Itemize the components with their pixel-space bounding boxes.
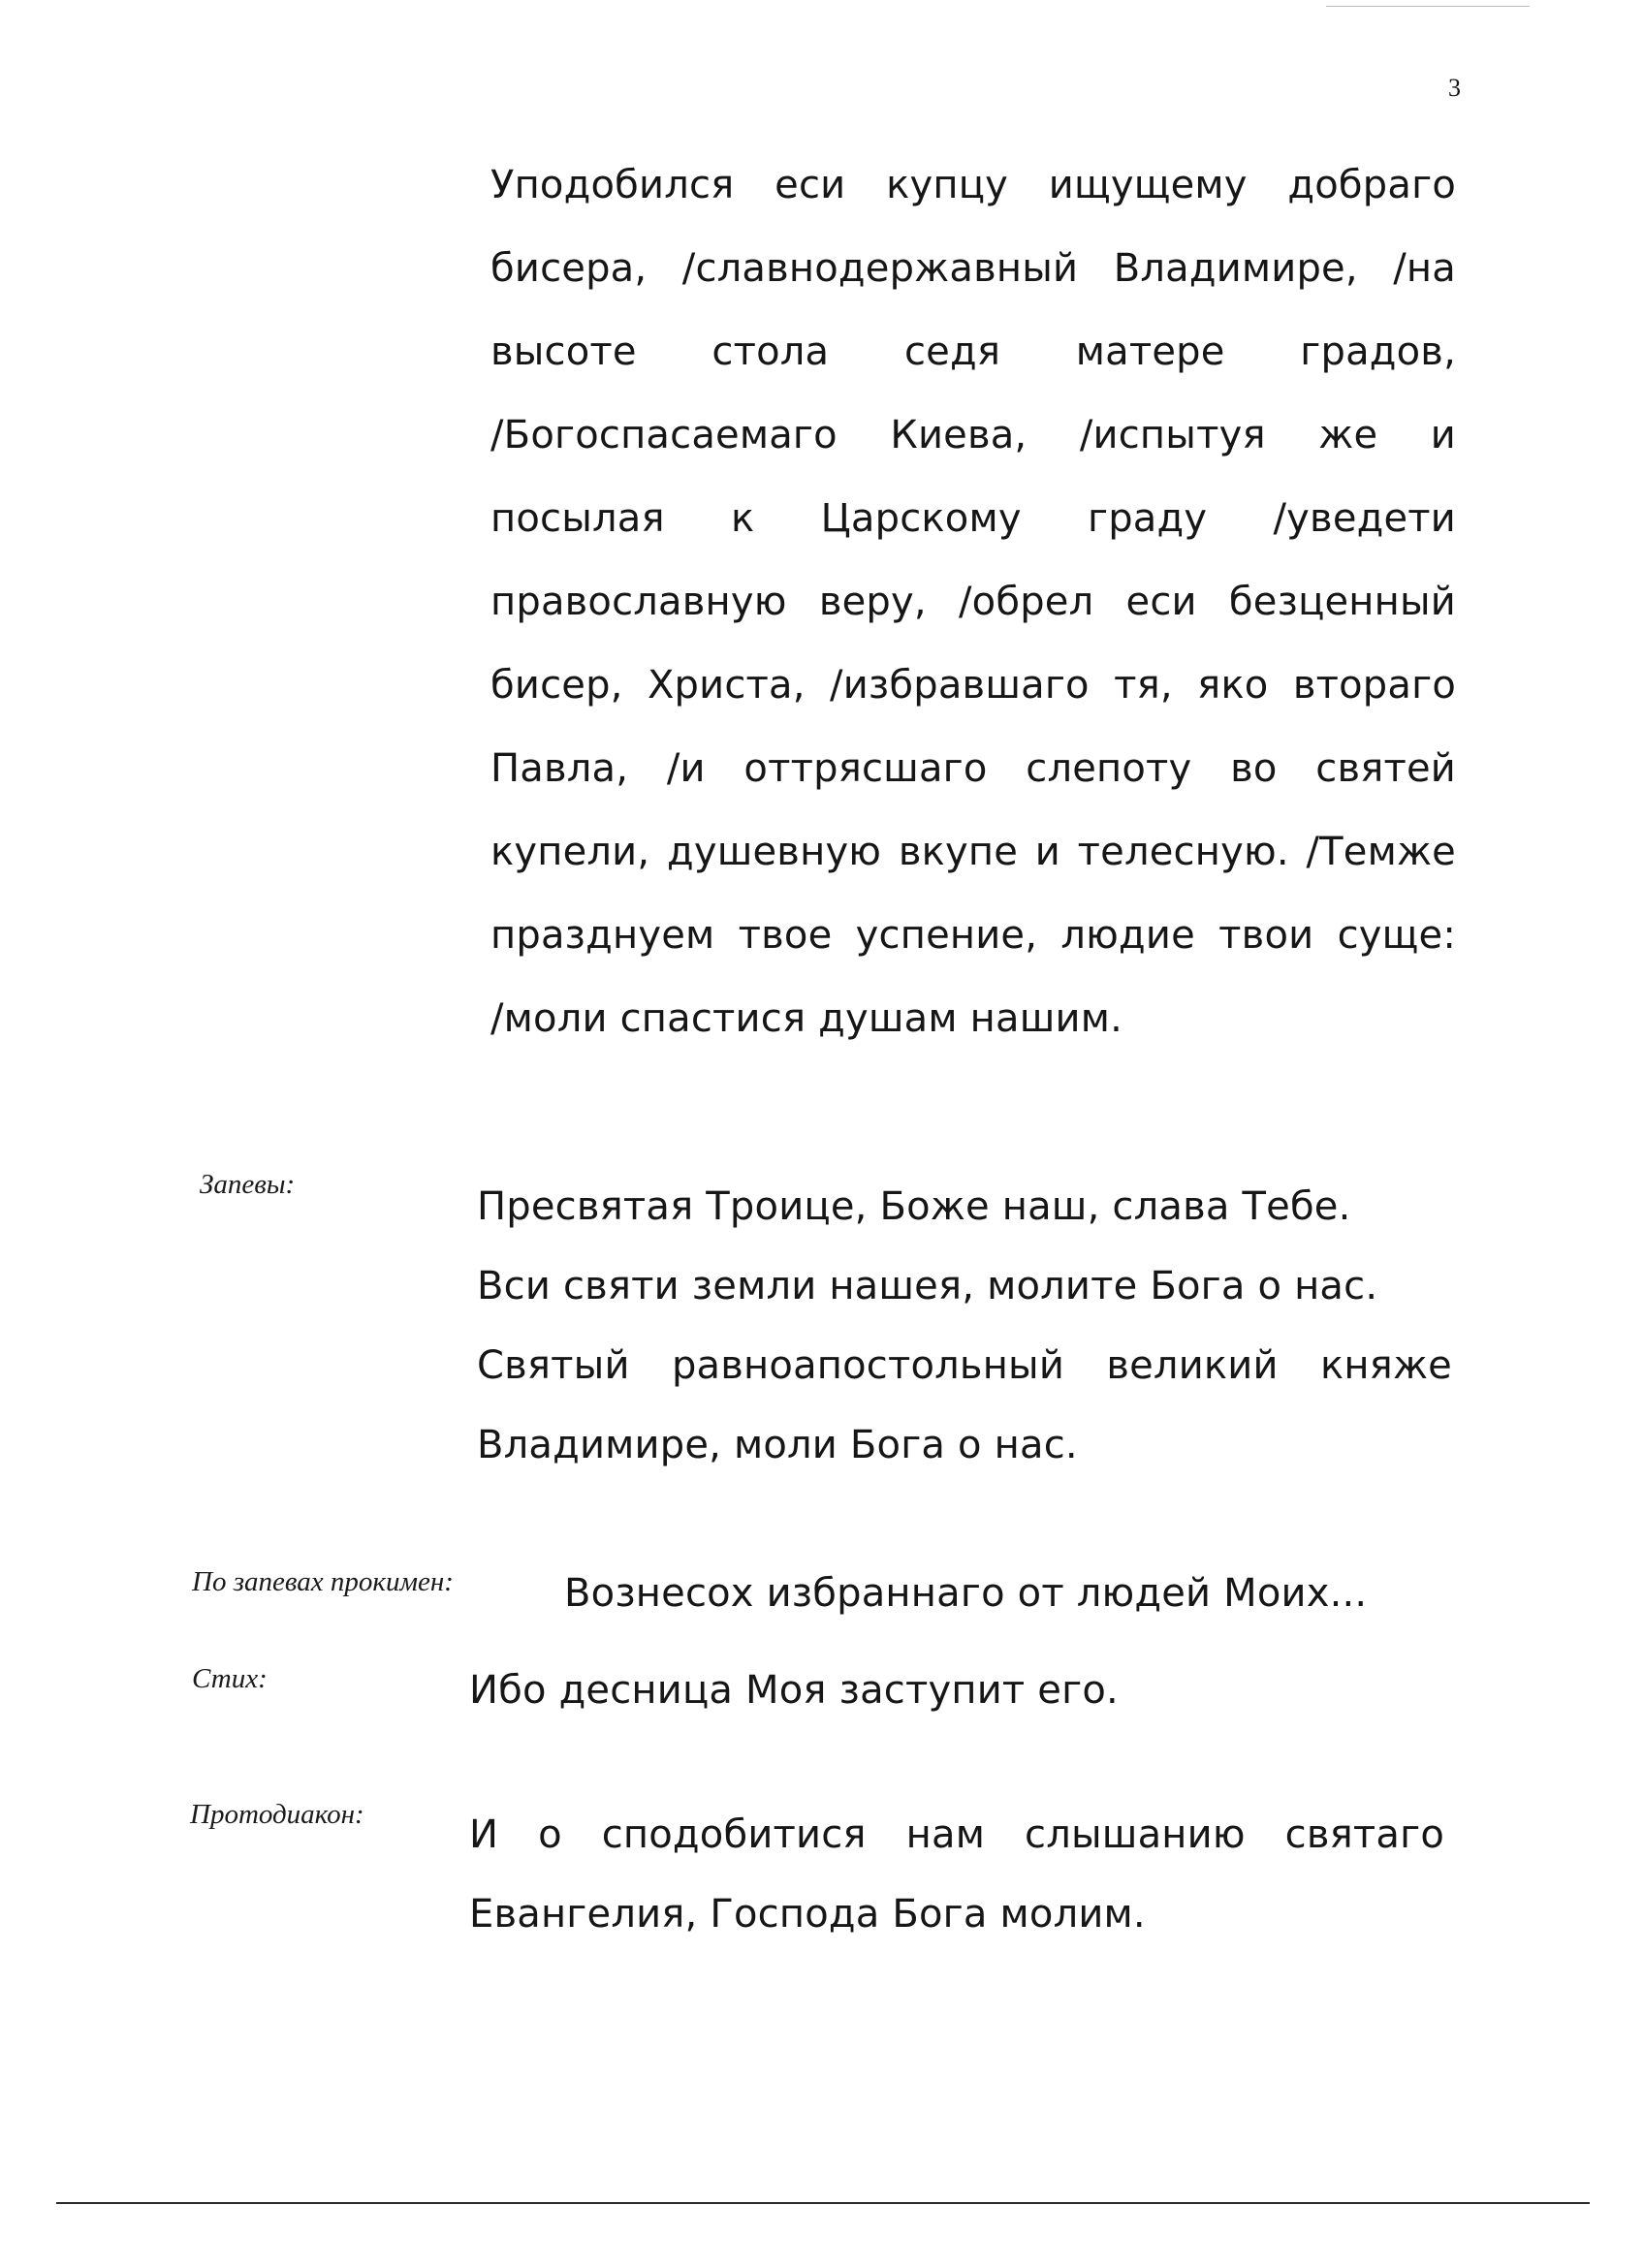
text-line: Уподобился еси купцу ищущему добраго bbox=[490, 163, 1456, 207]
prokimen-label: По запевах прокимен: bbox=[192, 1566, 454, 1597]
text-line: бисер, Христа, /избравшаго тя, яко втораго bbox=[490, 663, 1456, 708]
text-line: Павла, /и оттрясшаго слепоту во святей bbox=[490, 746, 1456, 791]
protodeacon-label: Протодиакон: bbox=[190, 1799, 364, 1830]
text-line: Владимире, моли Бога о нас. bbox=[477, 1423, 1078, 1467]
stikh-text: Ибо десница Моя заступит его. bbox=[469, 1668, 1119, 1713]
text-line: И о сподобитися нам слышанию святаго bbox=[469, 1812, 1444, 1857]
stikh-label: Стих: bbox=[192, 1663, 268, 1694]
zapevy-label: Запевы: bbox=[200, 1169, 296, 1200]
text-line: Евангелия, Господа Бога молим. bbox=[469, 1892, 1146, 1937]
text-line: /моли спастися душам нашим. bbox=[490, 996, 1123, 1041]
text-line: православную веру, /обрел еси безценный bbox=[490, 580, 1456, 624]
top-edge-line bbox=[1326, 6, 1530, 7]
text-line: посылая к Царскому граду /уведети bbox=[490, 496, 1456, 541]
text-line: высоте стола седя матере градов, bbox=[490, 330, 1456, 374]
zapevy-text bbox=[477, 1167, 1452, 1485]
text-line: празднуем твое успение, людие твои суще: bbox=[490, 913, 1456, 958]
troparion-text bbox=[490, 143, 1456, 1060]
protodeacon-text bbox=[469, 1795, 1444, 1954]
text-line: бисера, /славнодержавный Владимире, /на bbox=[490, 246, 1456, 291]
prokimen-text: Вознесох избраннаго от людей Моих... bbox=[564, 1571, 1368, 1616]
text-line: Вси святи земли нашея, молите Бога о нас. bbox=[477, 1264, 1378, 1308]
text-line: /Богоспасаемаго Киева, /испытуя же и bbox=[490, 413, 1456, 457]
footer-rule bbox=[56, 2202, 1590, 2204]
text-line: купели, душевную вкупе и телесную. /Темже bbox=[490, 830, 1456, 874]
text-line: Святый равноапостольный великий княже bbox=[477, 1343, 1452, 1388]
page-number: 3 bbox=[1448, 74, 1461, 102]
text-line: Пресвятая Троице, Боже наш, слава Тебе. bbox=[477, 1184, 1351, 1229]
